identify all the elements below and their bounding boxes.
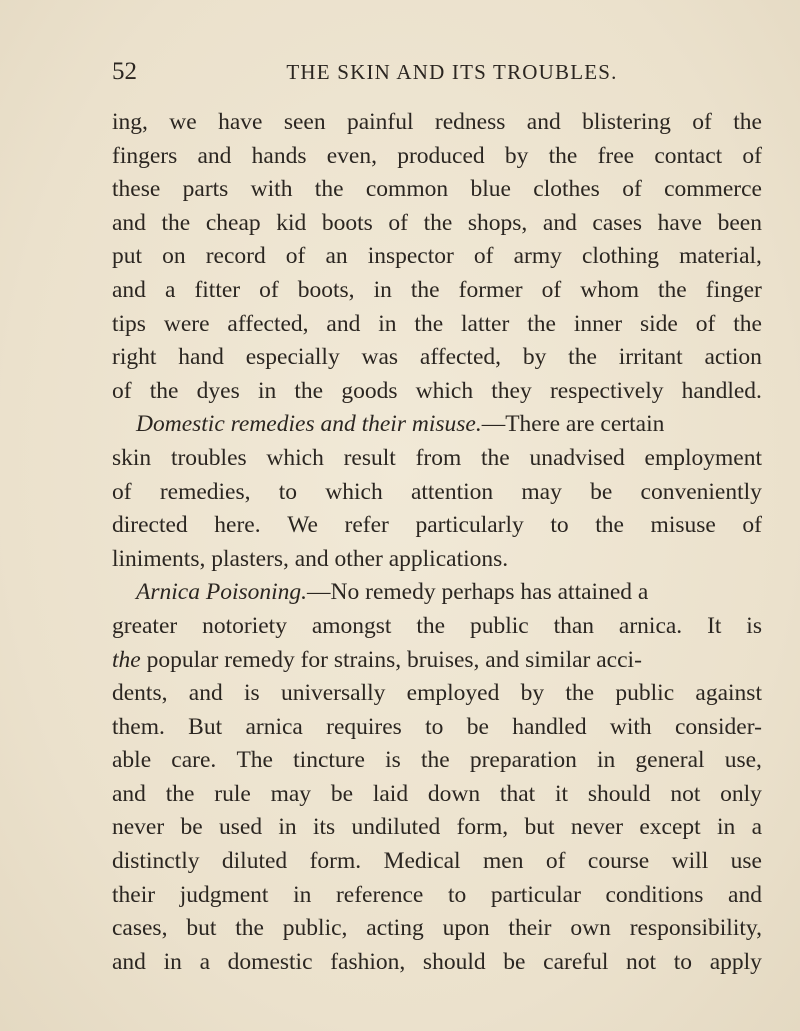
text-line: these parts with the common blue clothes of commerce (112, 176, 762, 203)
page-body (112, 106, 762, 979)
text-line: of remedies, to which attention may be conveniently (112, 478, 762, 505)
text-line: distinctly diluted form. Medical men of course will use (112, 848, 762, 875)
text-line: their judgment in reference to particular conditions and (112, 881, 762, 908)
text-line: and the rule may be laid down that it should not only (112, 780, 762, 807)
text-line: put on record of an inspector of army clothing material, (112, 243, 762, 270)
text-line: fingers and hands even, produced by the free contact of (112, 142, 762, 169)
text-line: and in a domestic fashion, should be careful not to apply (112, 948, 762, 975)
text-line: of the dyes in the goods which they respectively handled. (112, 377, 762, 404)
text-line: and a fitter of boots, in the former of whom the finger (112, 276, 762, 303)
text-line: right hand especially was affected, by the irritant action (112, 344, 762, 371)
section-heading-arnica-poisoning: Arnica Poisoning. (136, 579, 308, 606)
text-fragment: popular remedy for strains, bruises, and similar acci- (146, 646, 642, 673)
text-line: skin troubles which result from the unadvised employment (112, 444, 762, 471)
text-line: liniments, plasters, and other applications. (112, 545, 509, 572)
text-line: and the cheap kid boots of the shops, and cases have been (112, 209, 762, 236)
text-line: them. But arnica requires to be handled with consider- (112, 713, 762, 740)
text-line: cases, but the public, acting upon their own responsibility, (112, 915, 762, 942)
section-start-arnica-poisoning (112, 576, 762, 610)
text-line: tips were affected, and in the latter the inner side of the (112, 310, 762, 337)
page-number: 52 (112, 58, 137, 85)
text-line: dents, and is universally employed by the public against (112, 680, 762, 707)
text-line: able care. The tincture is the preparation in general use, (112, 747, 762, 774)
text-fragment: —No remedy perhaps has attained a (307, 579, 649, 606)
text-line: ing, we have seen painful redness and blistering of the (112, 109, 762, 135)
text-line: greater notoriety amongst the public than arnica. It is (112, 612, 762, 639)
page-header (112, 56, 762, 88)
text-line: directed here. We refer particularly to the misuse of (112, 512, 762, 539)
section-heading-domestic-remedies: Domestic remedies and their misuse. (136, 411, 482, 438)
text-line: never be used in its undiluted form, but never except in a (112, 814, 762, 841)
emphasis-the: the (112, 646, 141, 673)
text-line (112, 644, 762, 678)
text-fragment: —There are certain (481, 411, 665, 438)
running-title: THE SKIN AND ITS TROUBLES. (286, 60, 618, 84)
section-start-domestic-remedies (112, 408, 762, 442)
